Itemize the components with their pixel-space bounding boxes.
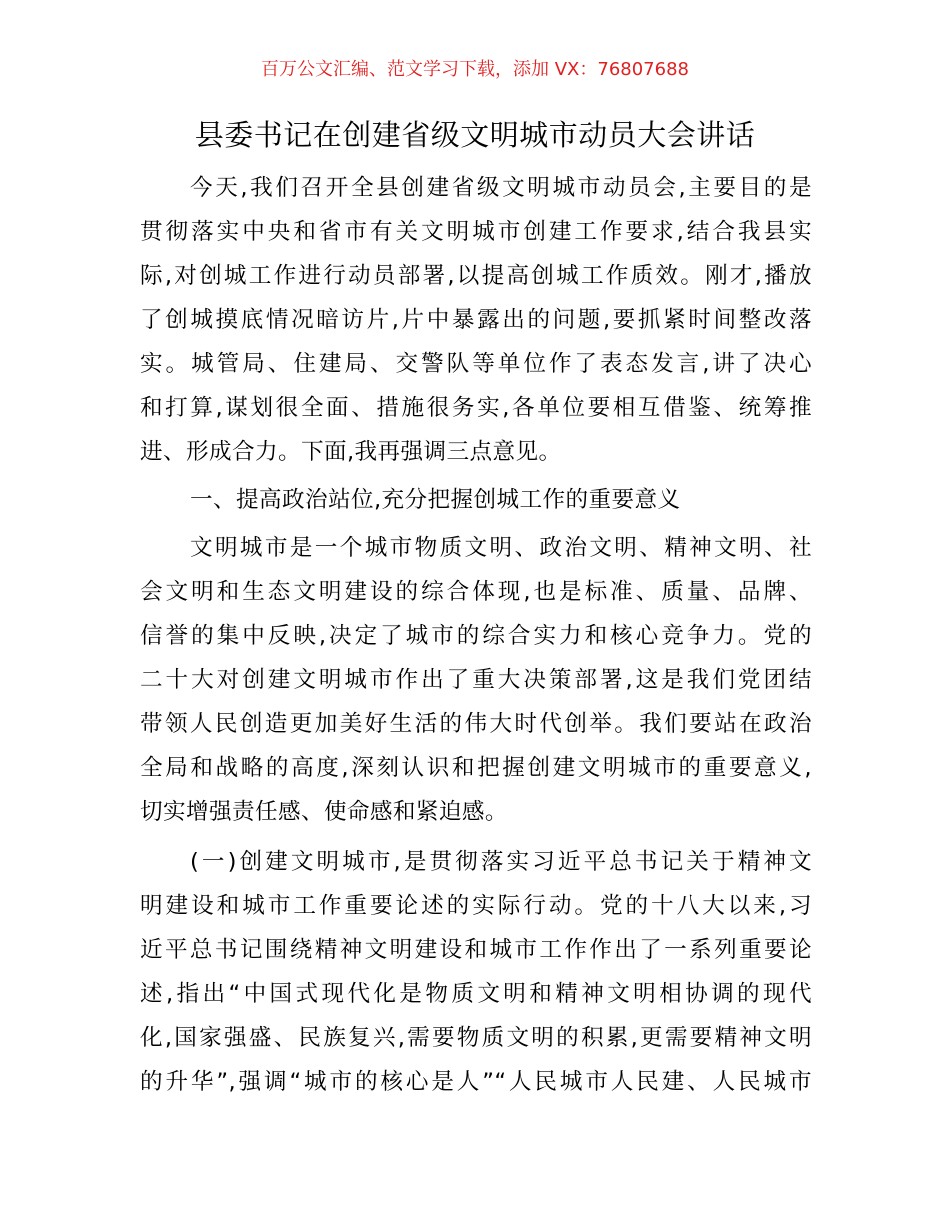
text-line: 全局和战略的高度,深刻认识和把握创建文明城市的重要意义, (140, 755, 812, 781)
text-line: 和打算,谋划很全面、措施很务实,各单位要相互借鉴、统筹推 (140, 395, 812, 421)
text-line: 信誉的集中反映,决定了城市的综合实力和核心竞争力。党的 (140, 623, 812, 649)
text-line: 述,指出“中国式现代化是物质文明和精神文明相协调的现代 (140, 981, 812, 1007)
text-line: 了创城摸底情况暗访片,片中暴露出的问题,要抓紧时间整改落 (140, 307, 812, 333)
section-heading-1 (140, 478, 812, 522)
paragraph-significance (140, 526, 812, 834)
text-line: 带领人民创造更加美好生活的伟大时代创举。我们要站在政治 (140, 711, 812, 737)
text-line: 二十大对创建文明城市作出了重大决策部署,这是我们党团结 (140, 667, 812, 693)
text-line: 文明城市是一个城市物质文明、政治文明、精神文明、社 (190, 535, 812, 561)
text-line: 明建设和城市工作重要论述的实际行动。党的十八大以来,习 (140, 893, 812, 919)
text-line: 切实增强责任感、使命感和紧迫感。 (140, 799, 508, 825)
text-line: 实。城管局、住建局、交警队等单位作了表态发言,讲了决心 (140, 351, 812, 377)
document-body (140, 166, 812, 1104)
text-line: 近平总书记围绕精神文明建设和城市工作作出了一系列重要论 (140, 937, 812, 963)
text-line: 的升华”,强调“城市的核心是人”“人民城市人民建、人民城市 (140, 1069, 812, 1095)
watermark-banner: 百万公文汇编、范文学习下载，添加 VX：76807688 (261, 59, 689, 80)
paragraph-intro (140, 166, 812, 474)
text-line: 际,对创城工作进行动员部署,以提高创城工作质效。刚才,播放 (140, 263, 812, 289)
text-line: (一)创建文明城市,是贯彻落实习近平总书记关于精神文 (190, 849, 812, 875)
text-line: 进、形成合力。下面,我再强调三点意见。 (140, 439, 562, 465)
paragraph-subsection-1 (140, 840, 812, 1104)
text-line: 贯彻落实中央和省市有关文明城市创建工作要求,结合我县实 (140, 219, 812, 245)
document-title: 县委书记在创建省级文明城市动员大会讲话 (194, 118, 756, 152)
section-heading-text: 一、提高政治站位,充分把握创城工作的重要意义 (190, 487, 681, 513)
text-line: 化,国家强盛、民族复兴,需要物质文明的积累,更需要精神文明 (140, 1025, 812, 1051)
text-line: 今天,我们召开全县创建省级文明城市动员会,主要目的是 (190, 175, 812, 201)
text-line: 会文明和生态文明建设的综合体现,也是标准、质量、品牌、 (140, 579, 812, 605)
